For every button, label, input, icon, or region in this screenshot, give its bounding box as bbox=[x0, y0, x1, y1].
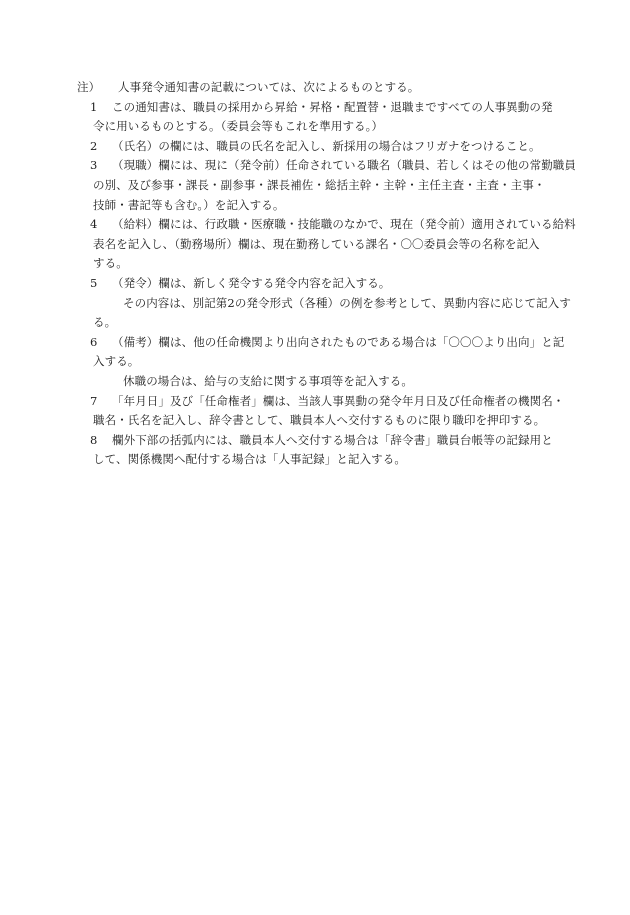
note-line: 令に用いるものとする。（委員会等もこれを準用する。） bbox=[93, 119, 384, 134]
note-line: （備考）欄は、他の任命機関より出向されたものである場合は「〇〇〇より出向」と記 bbox=[112, 334, 565, 349]
notes-mark: 注） bbox=[77, 80, 101, 94]
note-line: 表名を記入し、（勤務場所）欄は、現在勤務している課名・〇〇委員会等の名称を記入 bbox=[93, 236, 540, 251]
note-number: 2 bbox=[90, 138, 98, 153]
note-line: 「年月日」及び「任命権者」欄は、当該人事異動の発令年月日及び任命権者の機関名・ bbox=[112, 393, 565, 408]
notes-heading bbox=[77, 78, 555, 98]
note-line: の別、及び参事・課長・副参事・課長補佐・総括主幹・主幹・主任主査・主査・主事・ bbox=[93, 177, 546, 192]
note-item-7 bbox=[77, 392, 565, 431]
note-line: この通知書は、職員の採用から昇給・昇格・配置替・退職まですべての人事異動の発 bbox=[112, 99, 553, 114]
note-number: 6 bbox=[90, 334, 98, 349]
note-sub-line: その内容は、別記第2の発令形式（各種）の例を参考として、異動内容に応じて記入す bbox=[123, 295, 571, 310]
note-item-5 bbox=[77, 274, 571, 333]
note-line: （発令）欄は、新しく発令する発令内容を記入する。 bbox=[112, 275, 391, 290]
note-item-3 bbox=[77, 156, 576, 215]
note-item-8 bbox=[77, 431, 555, 470]
note-line: 欄外下部の括弧内には、職員本人へ交付する場合は「辞令書」職員台帳等の記録用と bbox=[112, 432, 553, 447]
note-line: （氏名）の欄には、職員の氏名を記入し、新採用の場合はフリガナをつけること。 bbox=[112, 138, 541, 153]
note-line: する。 bbox=[93, 256, 128, 271]
note-line: る。 bbox=[93, 315, 117, 330]
note-line: 入する。 bbox=[93, 354, 140, 369]
note-line: して、関係機関へ配付する場合は「人事記録」と記入する。 bbox=[93, 452, 406, 467]
notes-section bbox=[77, 78, 576, 470]
note-item-2 bbox=[77, 137, 555, 157]
note-number: 5 bbox=[90, 275, 98, 290]
note-line: 職名・氏名を記入し、辞令書として、職員本人へ交付するものに限り職印を押印する。 bbox=[93, 413, 546, 428]
note-number: 1 bbox=[90, 99, 98, 114]
note-number: 4 bbox=[90, 217, 98, 232]
note-sub-line: 休職の場合は、給与の支給に関する事項等を記入する。 bbox=[123, 373, 413, 388]
note-line: （給料）欄には、行政職・医療職・技能職のなかで、現在（発令前）適用されている給料 bbox=[112, 217, 576, 232]
note-number: 3 bbox=[90, 158, 98, 173]
notes-title: 人事発令通知書の記載については、次によるものとする。 bbox=[118, 80, 420, 94]
note-line: 技師・書記等も含む。）を記入する。 bbox=[93, 197, 285, 212]
note-item-6 bbox=[77, 333, 565, 392]
note-item-1 bbox=[77, 98, 555, 137]
note-number: 8 bbox=[90, 432, 98, 447]
note-line: （現職）欄には、現に（発令前）任命されている職名（職員、若しくはその他の常勤職員 bbox=[112, 158, 576, 173]
note-item-4 bbox=[77, 215, 576, 274]
note-number: 7 bbox=[90, 393, 98, 408]
